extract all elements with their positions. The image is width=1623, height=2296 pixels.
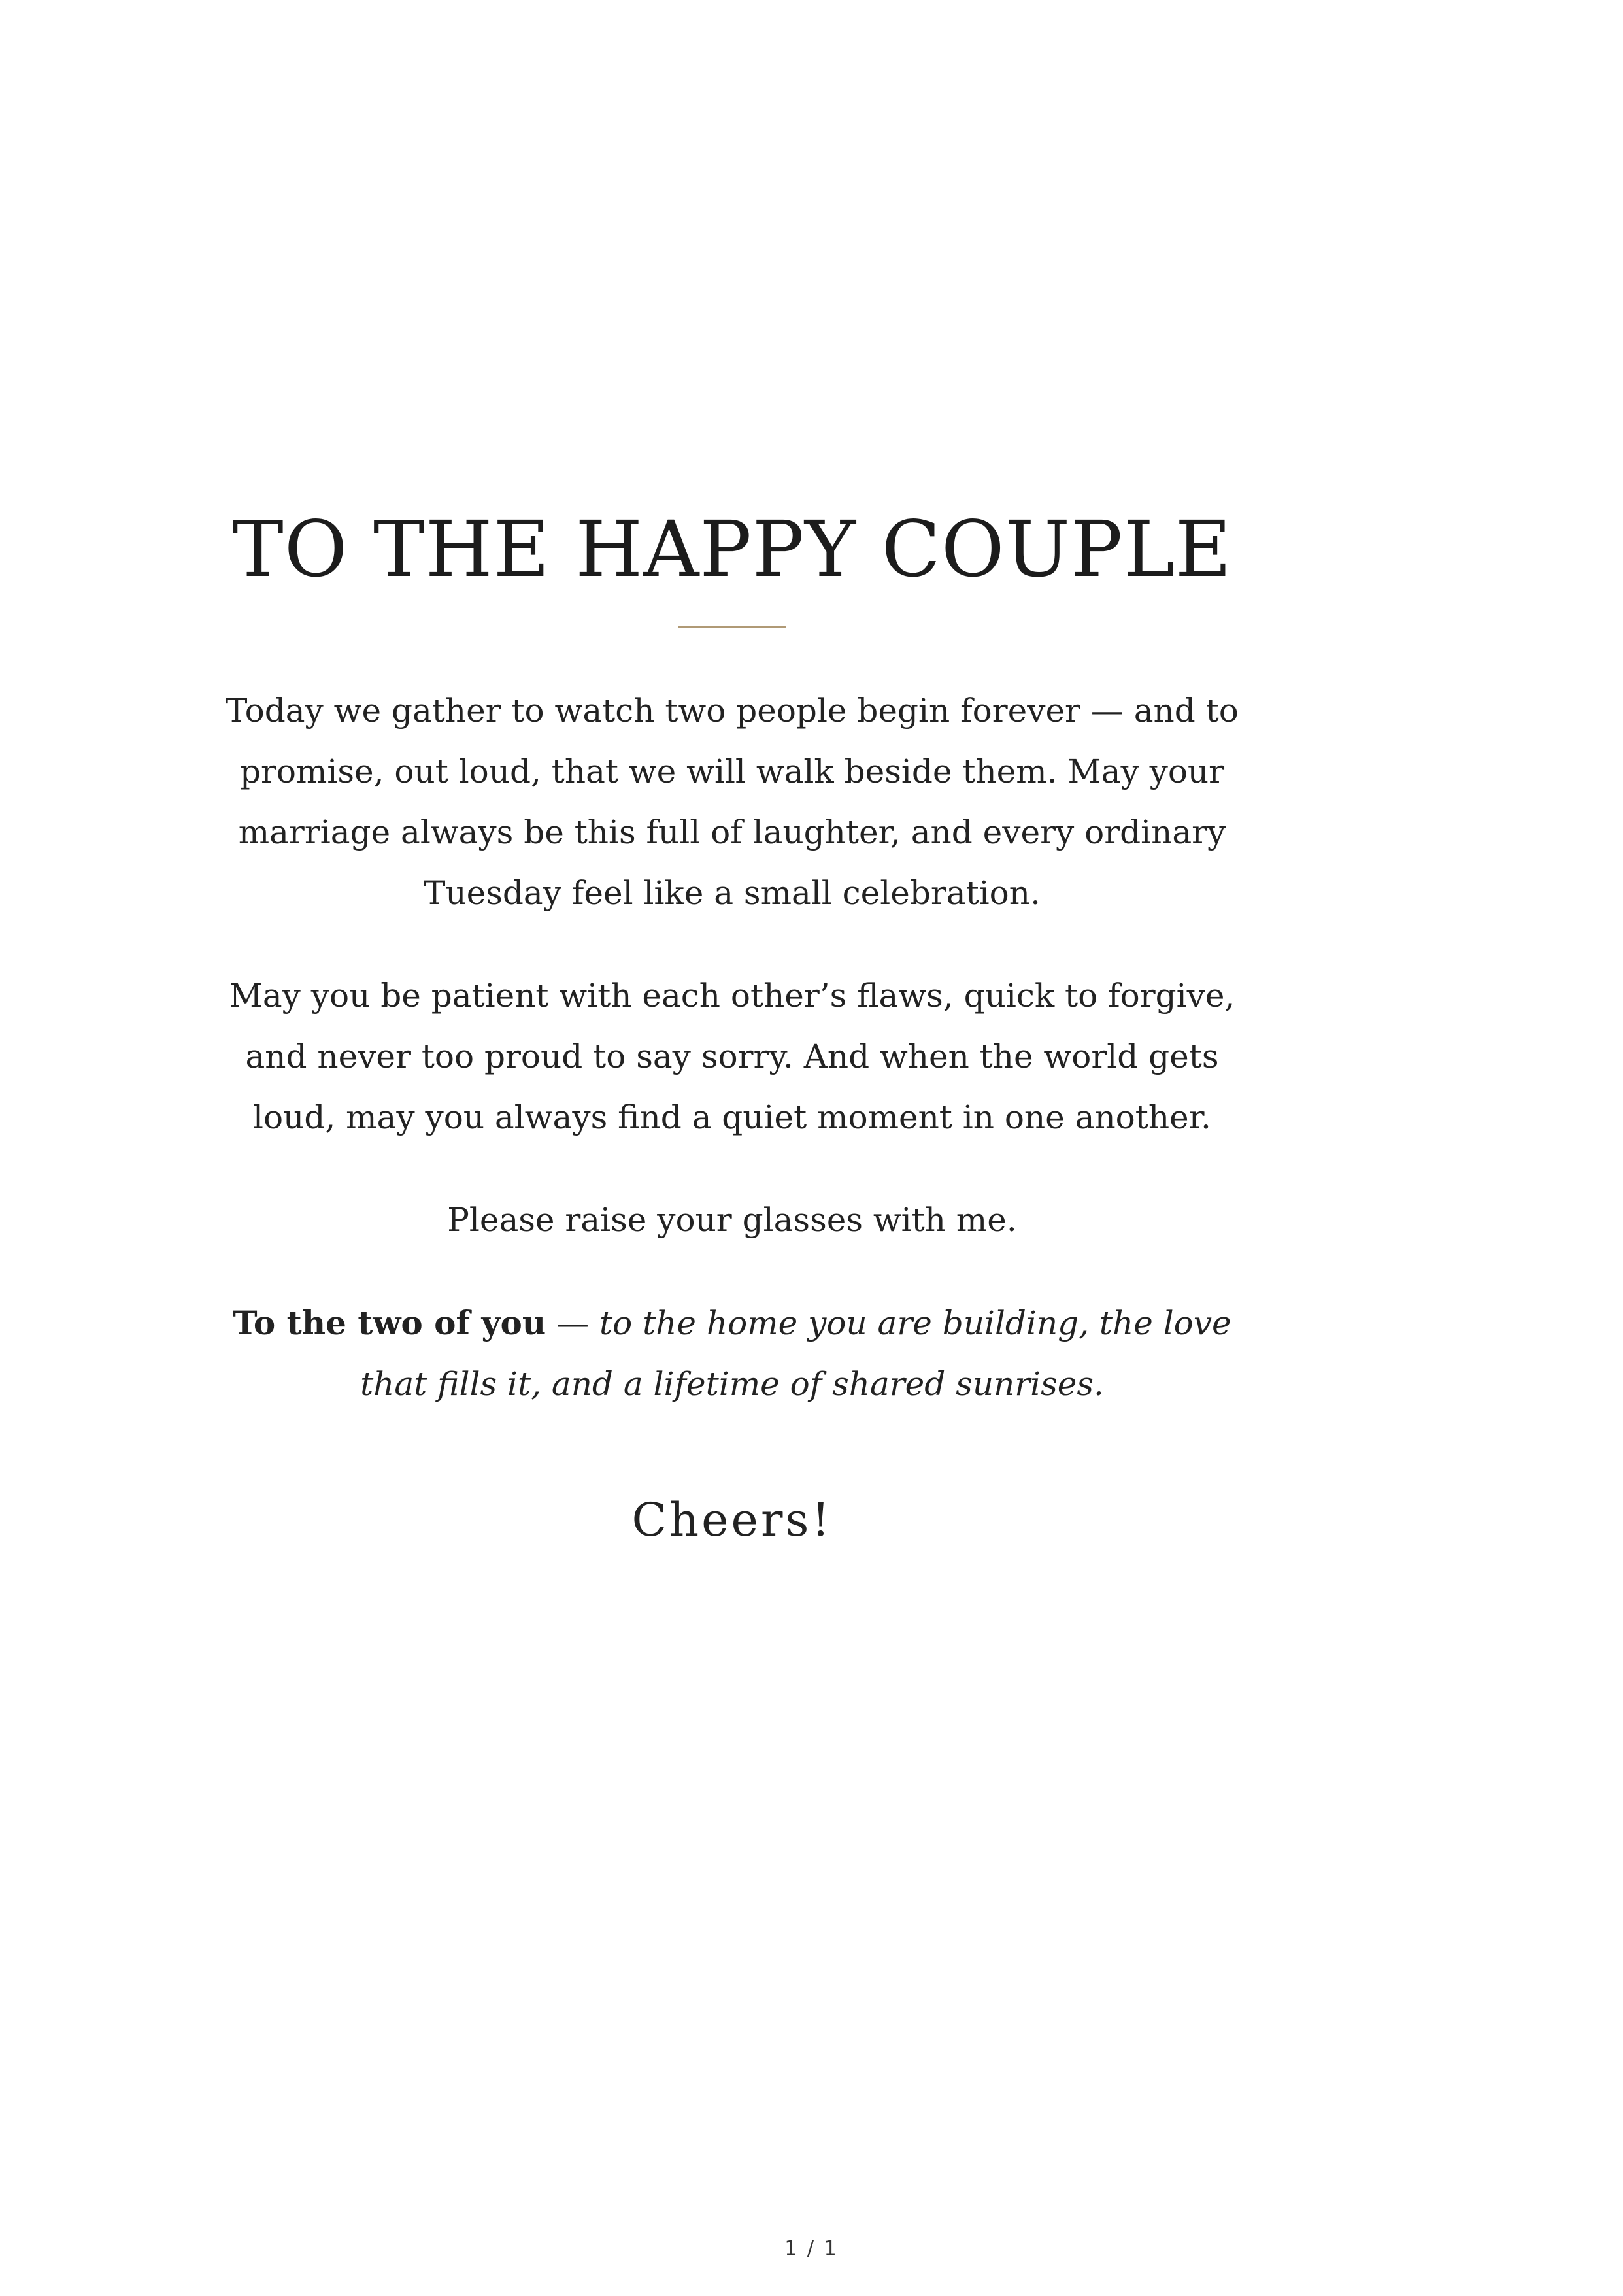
toast-separator: — (546, 1304, 599, 1342)
toast-content (209, 503, 1255, 1547)
page-title: TO THE HAPPY COUPLE (232, 504, 1232, 594)
title-divider (678, 626, 786, 628)
page-number: 1 / 1 (784, 2237, 839, 2260)
toast-paragraph (209, 1292, 1255, 1415)
toast-rest: to the home you are building, the love that fills it, and a lifetime of shared sunrises. (360, 1304, 1231, 1403)
paragraph-1: Today we gather to watch two people begin forever — and to promise, out loud, that we will walk beside them. May your marriage always be this full of laughter, and every ordinary Tuesday feel like a small celebration. (226, 691, 1239, 912)
paragraph-3: Please raise your glasses with me. (447, 1200, 1017, 1239)
paragraph-2: May you be patient with each other’s flaws, quick to forgive, and never too proud to say sorry. And when the world gets loud, may you always find a quiet moment in one another. (229, 976, 1235, 1136)
toast-lead: To the two of you (233, 1303, 546, 1342)
closing-cheers: Cheers! (631, 1493, 833, 1547)
